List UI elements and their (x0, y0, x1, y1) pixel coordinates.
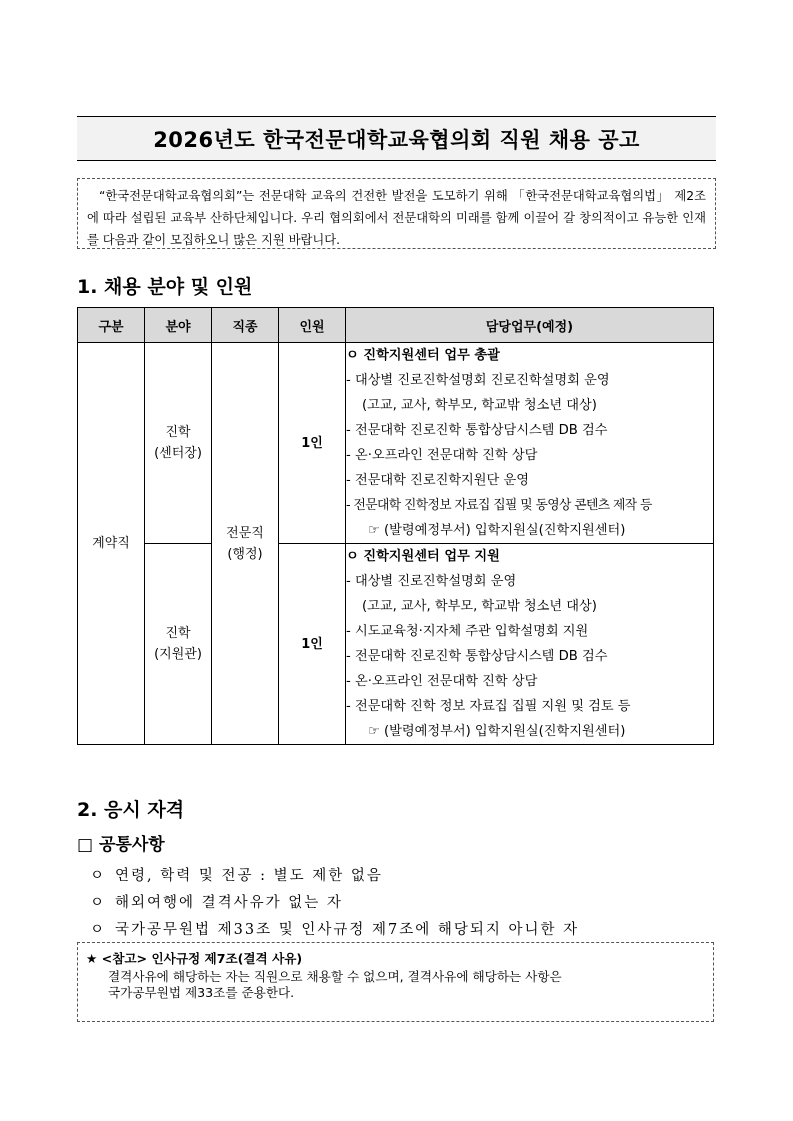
requirement-item (90, 891, 343, 912)
bullet-mark: ㅇ (90, 895, 105, 911)
field-name: 진학 (165, 626, 191, 641)
requirement-item (90, 918, 579, 939)
requirement-text: 해외여행에 결격사유가 없는 자 (115, 895, 343, 911)
field-cell (145, 343, 212, 544)
bullet-mark: ㅇ (90, 922, 105, 938)
duty-item: - 전문대학 진로진학지원단 운영 (346, 473, 529, 488)
job-type-detail: (행정) (227, 546, 263, 562)
duty-item: - 온·오프라인 전문대학 진학 상담 (346, 448, 538, 463)
field-role: (지원관) (154, 647, 202, 662)
duty-item: - 전문대학 진학 정보 자료집 집필 지원 및 검토 등 (346, 699, 631, 714)
title-bar (77, 116, 716, 161)
duty-heading: ㅇ 진학지원센터 업무 총괄 (346, 348, 500, 363)
bullet-mark: ㅇ (90, 868, 105, 884)
category-cell: 계약직 (78, 343, 145, 745)
duty-item: - 전문대학 진로진학 통합상담시스템 DB 검수 (346, 649, 608, 664)
table-row (78, 544, 714, 745)
note-body-line: 국가공무원법 제33조를 준용한다. (108, 985, 295, 1000)
requirement-item (90, 864, 383, 885)
header-duties: 담당업무(예정) (346, 308, 714, 343)
duties-cell (346, 544, 714, 745)
header-job-type: 직종 (212, 308, 279, 343)
duty-item: - 전문대학 진학정보 자료집 집필 및 동영상 콘텐츠 제작 등 (346, 498, 652, 513)
common-requirements-heading: □ 공통사항 (77, 835, 165, 855)
intro-box (77, 178, 716, 249)
header-field: 분야 (145, 308, 212, 343)
duty-item: - 대상별 진로진학설명회 진로진학설명회 운영 (346, 373, 610, 388)
job-type-name: 전문직 (226, 525, 264, 541)
note-title: ★ <참고> 인사규정 제7조(결격 사유) (86, 951, 303, 966)
duty-item: - 대상별 진로진학설명회 운영 (346, 574, 517, 589)
duty-item: (고교, 교사, 학부모, 학교밖 청소년 대상) (362, 599, 597, 614)
duties-cell (346, 343, 714, 544)
recruitment-table (77, 307, 714, 745)
duty-item: (고교, 교사, 학부모, 학교밖 청소년 대상) (362, 398, 597, 413)
field-role: (센터장) (154, 446, 202, 461)
table-row (78, 343, 714, 544)
field-cell (145, 544, 212, 745)
reference-note-box (77, 942, 714, 1022)
department-note: ☞ (발령예정부서) 입학지원실(진학지원센터) (368, 523, 626, 538)
requirement-text: 국가공무원법 제33조 및 인사규정 제7조에 해당되지 아니한 자 (115, 922, 580, 938)
note-body-line: 결격사유에 해당하는 자는 직원으로 채용할 수 없으며, 결격사유에 해당하는 사항은 (108, 969, 562, 984)
duty-item: - 시도교육청·지자체 주관 입학설명회 지원 (346, 624, 589, 639)
page-title: 2026년도 한국전문대학교육협의회 직원 채용 공고 (153, 127, 640, 152)
job-type-cell (212, 343, 279, 745)
count-cell: 1인 (279, 544, 346, 745)
header-category: 구분 (78, 308, 145, 343)
section-1-heading: 1. 채용 분야 및 인원 (77, 276, 253, 298)
intro-text: “한국전문대학교육협의회”는 전문대학 교육의 건전한 발전을 도모하기 위해 「한국전문대학교육협의법」 제2조에 따라 설립된 교육부 산하단체입니다. 우리 협의회에서 전문대학의 미래를 함께 이끌어 갈 창의적이고 유능한 인재를 다음과 같이 모집하오니 많은 지원 바랍니다. (87, 189, 706, 247)
table-header-row (78, 308, 714, 343)
section-2-heading: 2. 응시 자격 (77, 799, 185, 821)
count-cell: 1인 (279, 343, 346, 544)
requirement-text: 연령, 학력 및 전공 : 별도 제한 없음 (115, 868, 383, 884)
duty-item: - 온·오프라인 전문대학 진학 상담 (346, 674, 538, 689)
header-count: 인원 (279, 308, 346, 343)
department-note: ☞ (발령예정부서) 입학지원실(진학지원센터) (368, 724, 626, 739)
field-name: 진학 (165, 425, 191, 440)
duty-item: - 전문대학 진로진학 통합상담시스템 DB 검수 (346, 423, 608, 438)
duty-heading: ㅇ 진학지원센터 업무 지원 (346, 549, 500, 564)
